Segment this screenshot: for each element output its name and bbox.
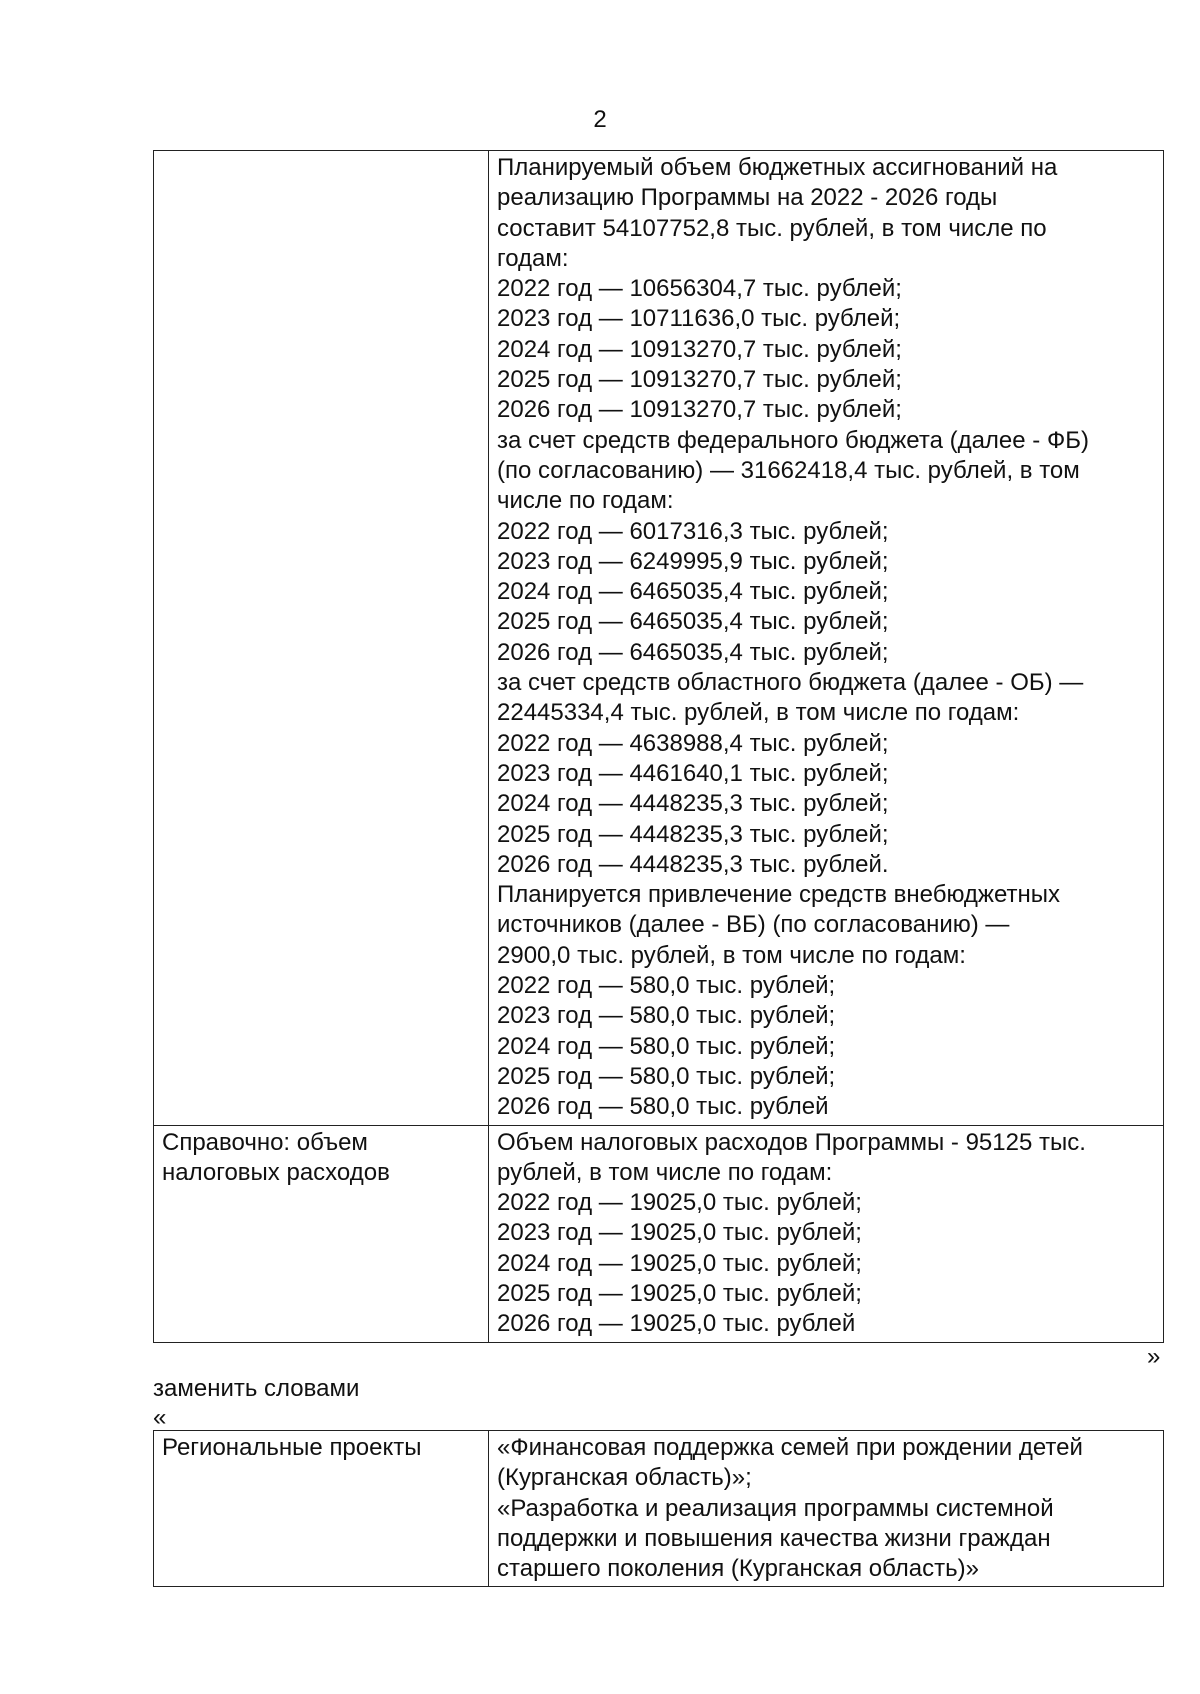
content-line: 2026 год — 4448235,3 тыс. рублей. [497, 850, 889, 878]
content-line: Объем налоговых расходов Программы - 95125 тыс. [497, 1128, 1086, 1156]
row-label: Справочно: объем налоговых расходов [162, 1128, 390, 1186]
content-line: 2022 год — 19025,0 тыс. рублей; [497, 1189, 862, 1217]
table-row [154, 1125, 1164, 1342]
content-line: годам: [497, 244, 569, 272]
budget-table [153, 150, 1164, 1343]
content-line: 2022 год — 6017316,3 тыс. рублей; [497, 517, 889, 545]
table-row [154, 1431, 1164, 1587]
budget-table-body [154, 151, 1164, 1343]
content-line: 2022 год — 10656304,7 тыс. рублей; [497, 275, 902, 303]
closing-quote: » [1147, 1343, 1161, 1370]
row-content-cell [489, 1431, 1164, 1587]
content-line: рублей, в том числе по годам: [497, 1158, 833, 1186]
content-line: 2025 год — 19025,0 тыс. рублей; [497, 1279, 862, 1307]
replace-instruction: заменить словами [153, 1375, 360, 1402]
content-line: 2026 год — 6465035,4 тыс. рублей; [497, 638, 889, 666]
row-label: Региональные проекты [162, 1434, 422, 1461]
content-line: 2022 год — 4638988,4 тыс. рублей; [497, 729, 889, 757]
content-line: числе по годам: [497, 487, 674, 515]
content-line: 2024 год — 10913270,7 тыс. рублей; [497, 335, 902, 363]
content-line: 2025 год — 10913270,7 тыс. рублей; [497, 366, 902, 394]
regional-projects-table-body [154, 1431, 1164, 1587]
content-line: «Разработка и реализация программы системной [497, 1494, 1054, 1522]
content-line: 2024 год — 19025,0 тыс. рублей; [497, 1249, 862, 1277]
content-line: источников (далее - ВБ) (по согласованию) — [497, 911, 1010, 939]
content-line: 2023 год — 19025,0 тыс. рублей; [497, 1219, 862, 1247]
content-line: 2025 год — 580,0 тыс. рублей; [497, 1062, 836, 1090]
content-line: 2023 год — 580,0 тыс. рублей; [497, 1002, 836, 1030]
row-label-cell [154, 1431, 489, 1587]
row-content-cell [489, 151, 1164, 1126]
content-line: Планируемый объем бюджетных ассигнований на [497, 154, 1058, 181]
content-line: 2024 год — 580,0 тыс. рублей; [497, 1032, 836, 1060]
content-line: 2023 год — 4461640,1 тыс. рублей; [497, 759, 889, 787]
row-label-cell [154, 1125, 489, 1342]
content-line: 2026 год — 10913270,7 тыс. рублей; [497, 396, 902, 424]
content-line: «Финансовая поддержка семей при рождении детей [497, 1434, 1083, 1461]
content-line: 2026 год — 19025,0 тыс. рублей [497, 1310, 856, 1338]
content-line: 2026 год — 580,0 тыс. рублей [497, 1093, 829, 1121]
page-number: 2 [593, 106, 607, 133]
content-line: 2025 год — 6465035,4 тыс. рублей; [497, 608, 889, 636]
content-line: 22445334,4 тыс. рублей, в том числе по годам: [497, 699, 1020, 727]
content-line: 2022 год — 580,0 тыс. рублей; [497, 972, 836, 1000]
content-line: 2023 год — 6249995,9 тыс. рублей; [497, 547, 889, 575]
content-line: старшего поколения (Курганская область)» [497, 1555, 979, 1583]
row-content-cell [489, 1125, 1164, 1342]
content-line: за счет средств областного бюджета (далее - ОБ) — [497, 669, 1084, 697]
content-line: Планируется привлечение средств внебюджетных [497, 881, 1061, 909]
content-line: 2900,0 тыс. рублей, в том числе по годам: [497, 941, 966, 969]
content-line: (по согласованию) — 31662418,4 тыс. рублей, в том [497, 456, 1080, 484]
row-label-cell [154, 151, 489, 1126]
content-line: поддержки и повышения качества жизни граждан [497, 1524, 1051, 1552]
opening-quote: « [153, 1404, 167, 1431]
content-line: 2025 год — 4448235,3 тыс. рублей; [497, 820, 889, 848]
content-line: реализацию Программы на 2022 - 2026 годы [497, 184, 998, 212]
content-line: за счет средств федерального бюджета (далее - ФБ) [497, 426, 1089, 454]
content-line: составит 54107752,8 тыс. рублей, в том числе по [497, 214, 1047, 242]
regional-projects-table [153, 1430, 1164, 1587]
table-row [154, 151, 1164, 1126]
content-line: 2024 год — 6465035,4 тыс. рублей; [497, 578, 889, 606]
content-line: (Курганская область)»; [497, 1464, 752, 1492]
content-line: 2023 год — 10711636,0 тыс. рублей; [497, 305, 901, 333]
content-line: 2024 год — 4448235,3 тыс. рублей; [497, 790, 889, 818]
